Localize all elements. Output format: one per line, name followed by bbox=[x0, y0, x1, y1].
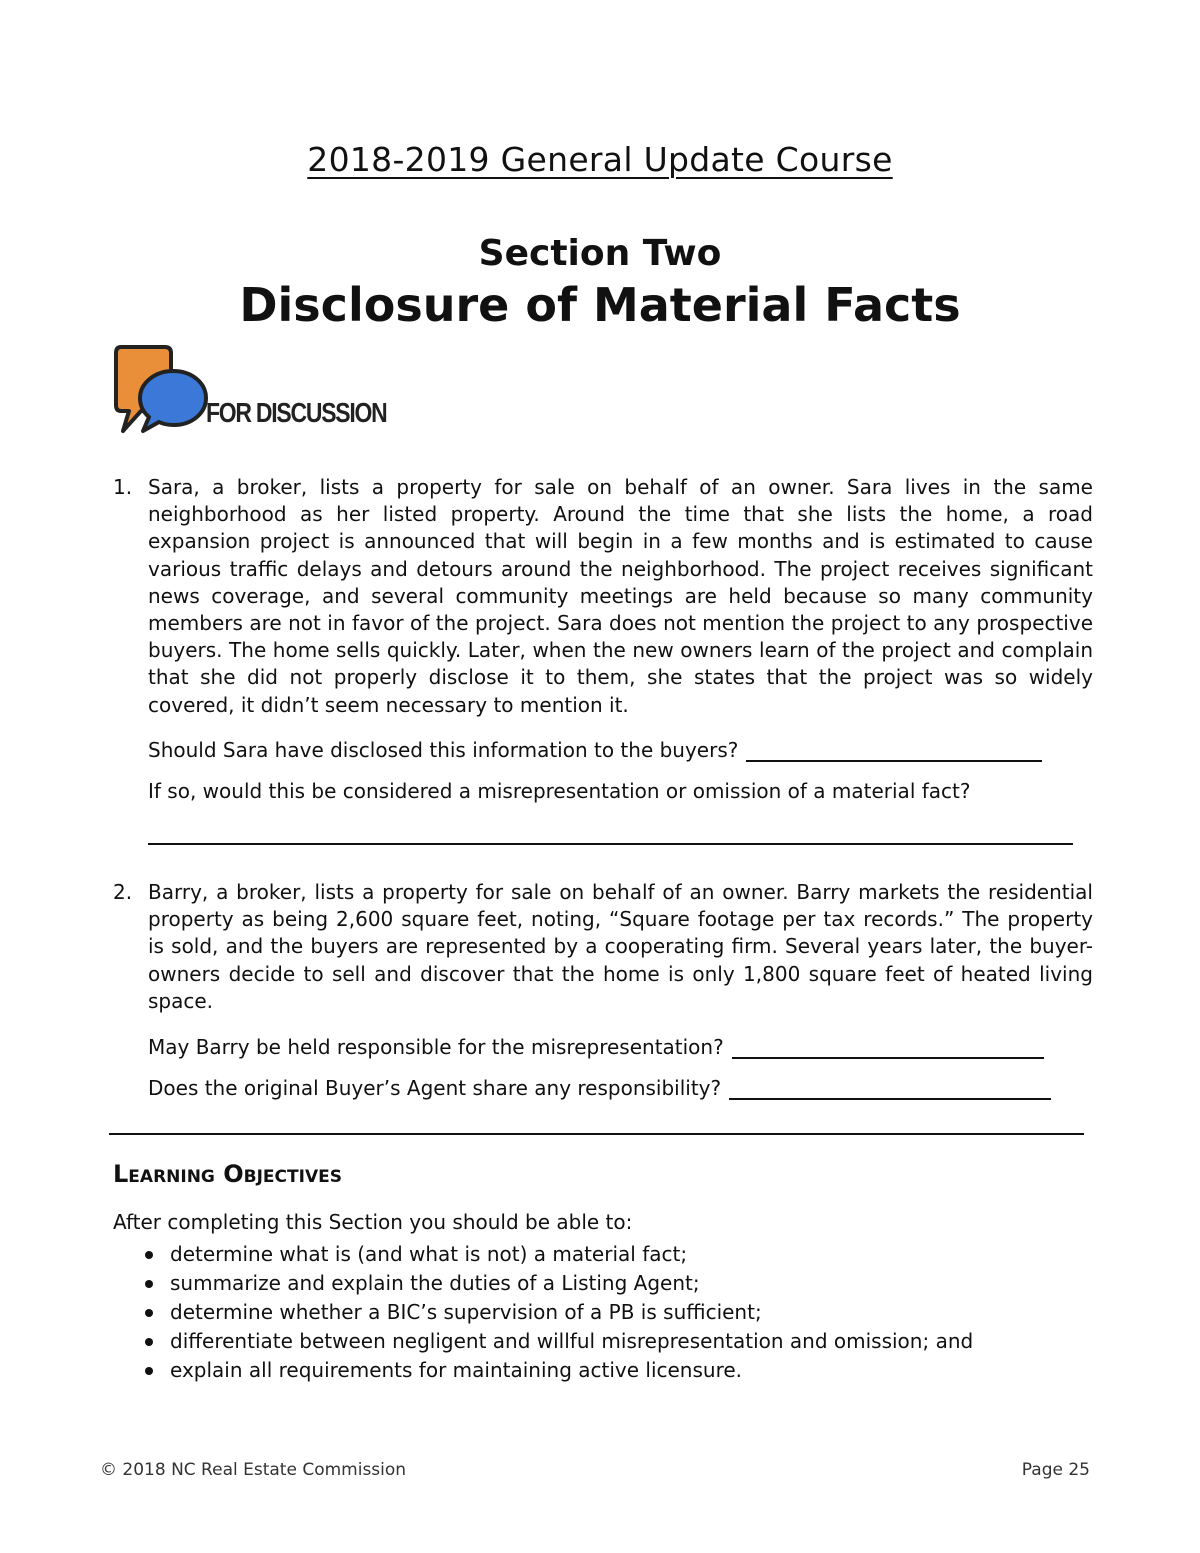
list-item: explain all requirements for maintaining active licensure. bbox=[145, 1356, 973, 1385]
prompt-text: If so, would this be considered a misrepresentation or omission of a material fact? bbox=[148, 779, 971, 803]
question-1-prompt-2 bbox=[148, 779, 970, 803]
question-1-prompt-1 bbox=[148, 738, 1042, 762]
list-item: determine what is (and what is not) a material fact; bbox=[145, 1240, 973, 1269]
section-title: Disclosure of Material Facts bbox=[239, 278, 961, 332]
footer-copyright: © 2018 NC Real Estate Commission bbox=[100, 1460, 407, 1480]
bullet-icon bbox=[145, 1338, 153, 1346]
speech-bubbles-icon bbox=[113, 343, 213, 438]
prompt-text: Does the original Buyer’s Agent share any responsibility? bbox=[148, 1076, 722, 1100]
course-title: 2018-2019 General Update Course bbox=[307, 140, 893, 179]
discussion-question-1 bbox=[113, 474, 1093, 719]
badge-label: FOR DISCUSSION bbox=[206, 397, 387, 428]
learning-objectives-intro: After completing this Section you should be able to: bbox=[113, 1210, 633, 1234]
question-2-prompt-1 bbox=[148, 1035, 1044, 1059]
bullet-icon bbox=[145, 1367, 153, 1375]
answer-blank[interactable] bbox=[148, 843, 1073, 845]
answer-blank[interactable] bbox=[732, 1037, 1044, 1059]
learning-objectives-list bbox=[145, 1240, 973, 1385]
answer-blank[interactable] bbox=[729, 1078, 1051, 1100]
prompt-text: May Barry be held responsible for the misrepresentation? bbox=[148, 1035, 724, 1059]
section-divider bbox=[109, 1133, 1084, 1135]
for-discussion-badge bbox=[113, 343, 388, 438]
learning-objectives-heading: Learning Objectives bbox=[113, 1160, 342, 1188]
list-item: determine whether a BIC’s supervision of a PB is sufficient; bbox=[145, 1298, 973, 1327]
bullet-icon bbox=[145, 1251, 153, 1259]
section-label: Section Two bbox=[478, 233, 722, 274]
question-number: 1. bbox=[113, 475, 133, 499]
question-text: Sara, a broker, lists a property for sale on behalf of an owner. Sara lives in the same neighborhood as her listed property. Around the time that she lists the home, a road expansion project is announced that will begin in a few months and is estimated to cause various traffic delays and detours around the neighborhood. The project receives significant news coverage, and several community meetings are held because so many community members are not in favor of the project. Sara does not mention the project to any prospective buyers. The home sells quickly. Later, when the new owners learn of the project and complain that she did not properly disclose it to them, she states that the project was so widely covered, it didn’t seem necessary to mention it. bbox=[148, 475, 1093, 717]
prompt-text: Should Sara have disclosed this information to the buyers? bbox=[148, 738, 739, 762]
footer-page-number: Page 25 bbox=[1021, 1460, 1090, 1480]
question-2-prompt-2 bbox=[148, 1076, 1051, 1100]
answer-blank[interactable] bbox=[746, 740, 1042, 762]
question-number: 2. bbox=[113, 880, 133, 904]
bullet-icon bbox=[145, 1280, 153, 1288]
bullet-icon bbox=[145, 1309, 153, 1317]
list-item: differentiate between negligent and willful misrepresentation and omission; and bbox=[145, 1327, 973, 1356]
list-item: summarize and explain the duties of a Listing Agent; bbox=[145, 1269, 973, 1298]
question-text: Barry, a broker, lists a property for sale on behalf of an owner. Barry markets the residential property as being 2,600 square feet, noting, “Square footage per tax records.” The property is sold, and the buyers are represented by a cooperating firm. Several years later, the buyer-owners decide to sell and discover that the home is only 1,800 square feet of heated living space. bbox=[148, 880, 1093, 1013]
discussion-question-2 bbox=[113, 879, 1093, 1015]
